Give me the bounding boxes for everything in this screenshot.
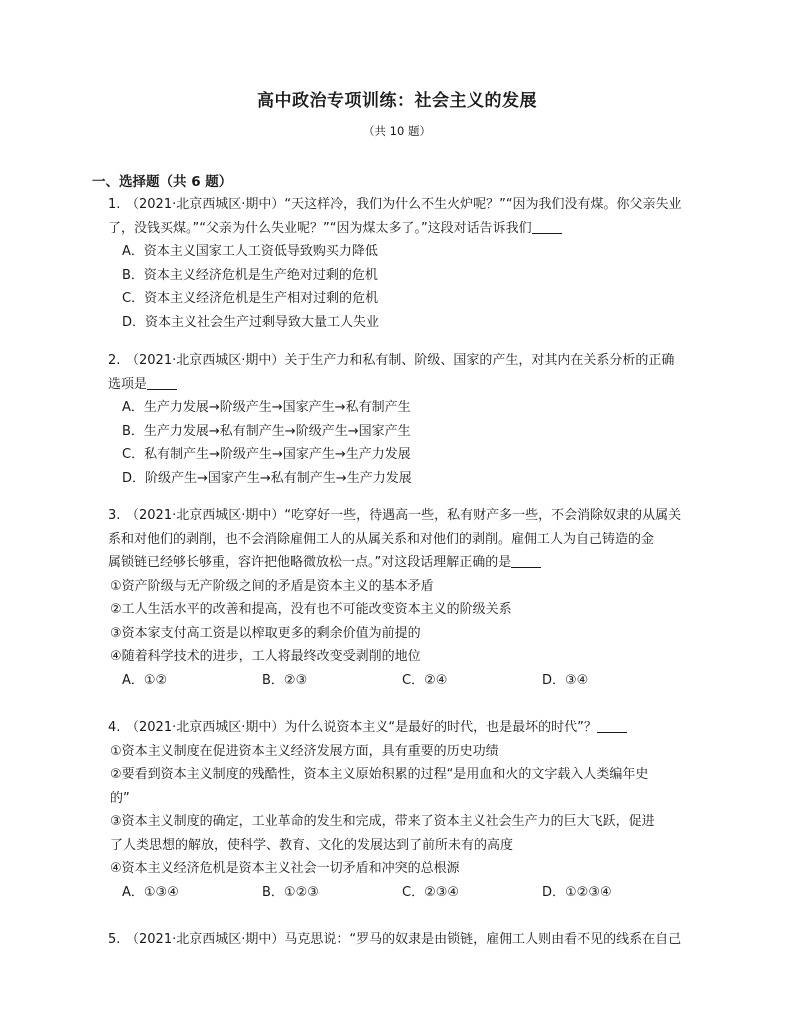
statement-2: ②工人生活水平的改善和提高，没有也不可能改变资本主义的阶级关系 xyxy=(110,602,512,617)
answer-blank xyxy=(597,718,627,733)
question-4-stem: 4. （2021·北京西城区·期中）为什么说资本主义“是最好的时代，也是最坏的时代”？ xyxy=(108,716,728,740)
question-number: 4. xyxy=(108,720,121,735)
question-2-stem: 2. （2021·北京西城区·期中）关于生产力和私有制、阶级、国家的产生，对其内在关系分析的正确 xyxy=(108,349,728,373)
question-3-stem: 3. （2021·北京西城区·期中）“吃穿好一些，待遇高一些，私有财产多一些，不会消除奴隶的从属关 xyxy=(108,504,728,528)
option-a: A．资本主义国家工人工资低导致购买力降低 xyxy=(122,244,378,259)
choice-b: B．②③ xyxy=(262,672,308,688)
answer-choices xyxy=(108,881,728,905)
answer-choices xyxy=(108,669,728,693)
choice-a: A．①② xyxy=(122,672,168,688)
question-number: 3. xyxy=(108,508,121,523)
question-number: 5. xyxy=(108,932,121,947)
choice-d: D．③④ xyxy=(542,672,589,688)
option-c: C．私有制产生→阶级产生→国家产生→生产力发展 xyxy=(122,447,411,462)
statement-1: ①资本主义制度在促进资本主义经济发展方面，具有重要的历史功绩 xyxy=(110,743,499,759)
option-b: B．资本主义经济危机是生产绝对过剩的危机 xyxy=(122,267,378,283)
page-title: 高中政治专项训练：社会主义的发展 xyxy=(257,91,537,111)
option-a: A．生产力发展→阶级产生→国家产生→私有制产生 xyxy=(122,400,411,415)
statement-2-cont: 的” xyxy=(110,790,130,806)
answer-blank xyxy=(511,553,541,568)
statement-3: ③资本家支付高工资是以榨取更多的剩余价值为前提的 xyxy=(110,625,421,641)
question-2: 2. （2021·北京西城区·期中）关于生产力和私有制、阶级、国家的产生，对其内在关系分析的正确 选项是 A．生产力发展→阶级产生→国家产生→私有制产生 B．生产力发展→私有制产生→阶级产生→国家产生 C．私有制产生→阶级产生→国家产生→生产力发展 D．阶级产生→国家产生→私有制产生→生产力发展 xyxy=(108,349,728,490)
option-b: B．生产力发展→私有制产生→阶级产生→国家产生 xyxy=(122,423,411,439)
page-subtitle: （共 10 题） xyxy=(363,124,431,138)
option-d: D．阶级产生→国家产生→私有制产生→生产力发展 xyxy=(122,470,412,486)
option-d: D．资本主义社会生产过剩导致大量工人失业 xyxy=(122,314,380,330)
statement-1: ①资产阶级与无产阶级之间的矛盾是资本主义的基本矛盾 xyxy=(110,578,434,594)
answer-blank xyxy=(147,375,177,390)
choice-c: C．②③④ xyxy=(402,884,460,900)
statement-4: ④随着科学技术的进步，工人将最终改变受剥削的地位 xyxy=(110,649,421,664)
choice-c: C．②④ xyxy=(402,672,448,688)
question-5 xyxy=(108,928,728,952)
question-1: 1. （2021·北京西城区·期中）“天这样冷，我们为什么不生火炉呢？”“因为我们没有煤。你父亲失业 了，没钱买煤。”“父亲为什么失业呢？”“因为煤太多了。”这段对话告诉我们 A．资本主义国家工人工资低导致购买力降低 B．资本主义经济危机是生产绝对过剩的危机 C．资本主义经济危机是生产相对过剩的危机 D．资本主义社会生产过剩导致大量工人失业 xyxy=(108,193,728,334)
option-c: C．资本主义经济危机是生产相对过剩的危机 xyxy=(122,291,379,306)
choice-b: B．①②③ xyxy=(262,884,319,900)
question-1-stem: 1. （2021·北京西城区·期中）“天这样冷，我们为什么不生火炉呢？”“因为我们没有煤。你父亲失业 xyxy=(108,193,728,217)
section-heading: 一、选择题（共 6 题） xyxy=(92,174,233,190)
choice-d: D．①②③④ xyxy=(542,884,612,900)
question-4 xyxy=(108,716,728,904)
answer-blank xyxy=(532,219,562,234)
question-3: 3. （2021·北京西城区·期中）“吃穿好一些，待遇高一些，私有财产多一些，不会消除奴隶的从属关 系和对他们的剥削，也不会消除雇佣工人的从属关系和对他们的剥削。雇佣工人为自己铸造的金 属锁链已经够长够重，容许把他略微放松一点。”对这段话理解正确的是 ①资产阶级与无产阶级之间的矛盾是资本主义的基本矛盾 ②工人生活水平的改善和提高，没有也不可能改变资本主义的阶级关系 ③资本家支付高工资是以榨取更多的剩余价值为前提的 ④随着科学技术的进步，工人将最终改变受剥削的地位 A．①② B．②③ C．②④ D．③④ xyxy=(108,504,728,692)
question-5-stem: 5. （2021·北京西城区·期中）马克思说：“罗马的奴隶是由锁链，雇佣工人则由看不见的线系在自己 xyxy=(108,928,728,952)
statement-2: ②要看到资本主义制度的残酷性，资本主义原始积累的过程“是用血和火的文字载入人类编年史 xyxy=(110,767,649,782)
question-number: 1. xyxy=(108,197,121,212)
statement-3-cont: 了人类思想的解放，使科学、教育、文化的发展达到了前所未有的高度 xyxy=(110,837,514,853)
choice-a: A．①③④ xyxy=(122,884,179,900)
statement-4: ④资本主义经济危机是资本主义社会一切矛盾和冲突的总根源 xyxy=(110,861,460,876)
question-number: 2. xyxy=(108,353,121,368)
statement-3: ③资本主义制度的确定，工业革命的发生和完成，带来了资本主义社会生产力的巨大飞跃，促进 xyxy=(110,814,655,829)
